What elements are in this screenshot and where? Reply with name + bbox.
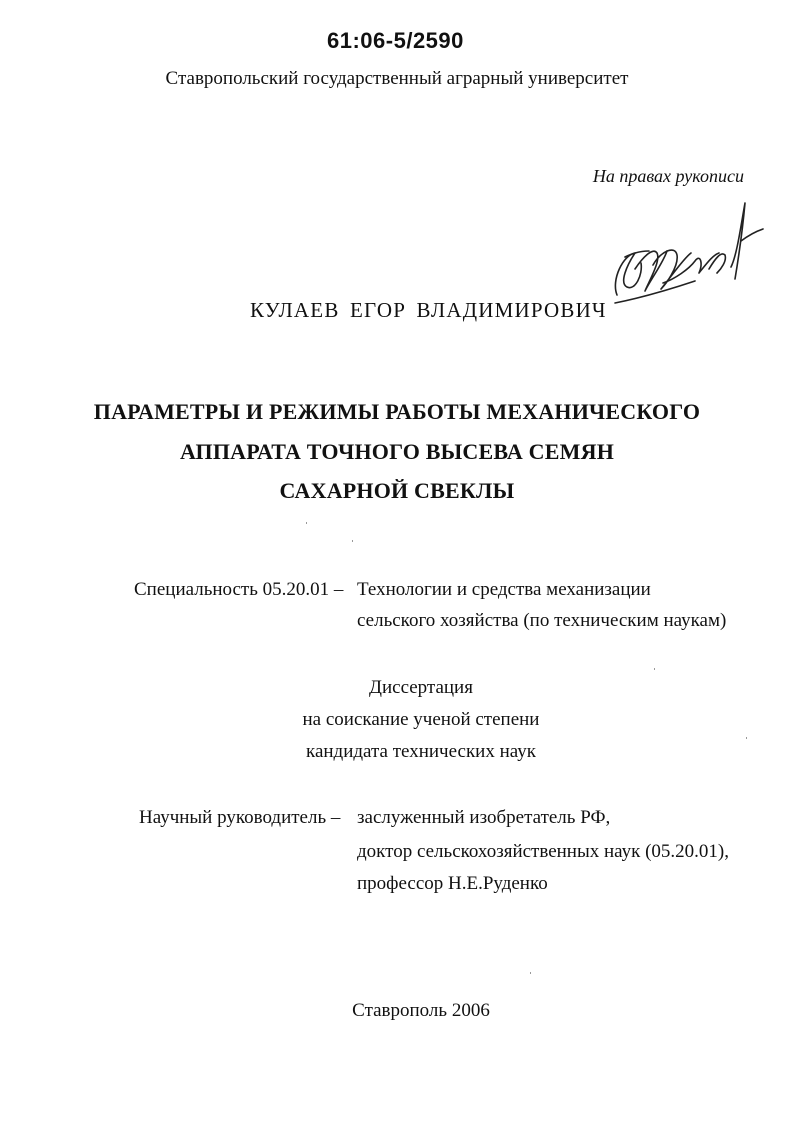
- specialty-value-line-1: Технологии и средства механизации: [357, 579, 651, 600]
- rights-note: На правах рукописи: [592, 166, 744, 186]
- city-year: Ставрополь 2006: [352, 1000, 490, 1021]
- scan-speck: [352, 540, 353, 542]
- scan-speck: [654, 668, 655, 670]
- title-line-2: АППАРАТА ТОЧНОГО ВЫСЕВА СЕМЯН: [179, 439, 615, 464]
- supervisor-label: Научный руководитель –: [139, 807, 341, 828]
- university-name: Ставропольский государственный аграрный университет: [165, 68, 629, 89]
- supervisor-line-1: заслуженный изобретатель РФ,: [357, 807, 611, 828]
- dissertation-line-3: кандидата технических наук: [306, 741, 536, 762]
- document-code: 61:06-5/2590: [327, 28, 464, 53]
- dissertation-line-1: Диссертация: [369, 677, 473, 698]
- specialty-value-line-2: сельского хозяйства (по техническим наукам): [357, 610, 727, 631]
- scan-speck: [306, 522, 307, 524]
- author-name: КУЛАЕВ ЕГОР ВЛАДИМИРОВИЧ: [250, 298, 607, 322]
- scan-speck: [746, 737, 747, 739]
- scan-speck: [530, 972, 531, 974]
- specialty-label: Специальность 05.20.01 –: [134, 579, 344, 600]
- title-line-3: САХАРНОЙ СВЕКЛЫ: [279, 478, 515, 503]
- author-signature: [605, 195, 765, 315]
- dissertation-line-2: на соискание ученой степени: [302, 709, 540, 730]
- title-line-1: ПАРАМЕТРЫ И РЕЖИМЫ РАБОТЫ МЕХАНИЧЕСКОГО: [93, 399, 701, 424]
- supervisor-line-3: профессор Н.Е.Руденко: [357, 873, 548, 894]
- supervisor-line-2: доктор сельскохозяйственных наук (05.20.01),: [357, 841, 730, 862]
